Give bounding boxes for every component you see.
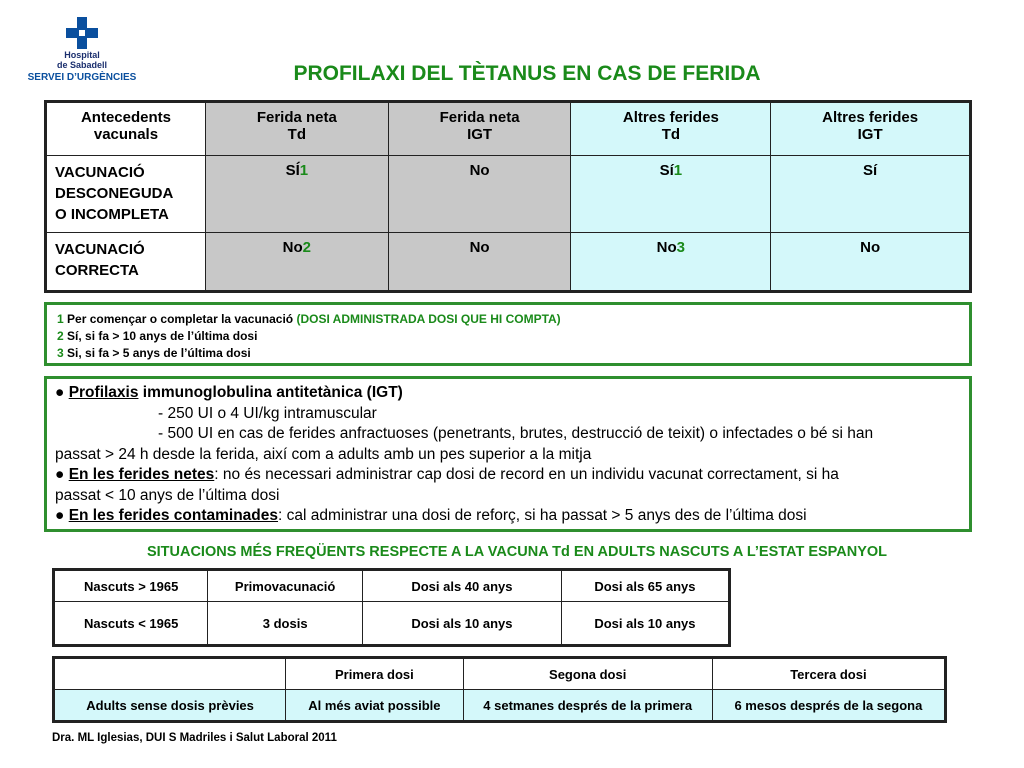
header-cell: Segona dosi <box>463 658 712 690</box>
table-cell: No2 <box>205 233 388 292</box>
table-cell: No <box>388 233 571 292</box>
birth-year-table <box>52 568 731 647</box>
bullet-item: ● En les ferides contaminades: cal administrar una dosi de reforç, si ha passat > 5 anys des de l’última dosi <box>55 507 807 524</box>
table-cell: SÍ1 <box>205 156 388 233</box>
header-cell: Primera dosi <box>286 658 463 690</box>
guidance-box <box>44 376 972 532</box>
bullet-icon: ● <box>55 384 65 401</box>
hospital-cross-icon <box>65 16 99 50</box>
table-cell: Al més aviat possible <box>286 690 463 722</box>
footnote: 3 Si, si fa > 5 anys de l’última dosi <box>57 346 251 360</box>
header-cell: Altres ferides IGT <box>771 102 971 156</box>
section-subtitle: SITUACIONS MÉS FREQÜENTS RESPECTE A LA VACUNA Td EN ADULTS NASCUTS A L’ESTAT ESPANYOL <box>146 544 888 560</box>
logo-line-1: Hospital <box>64 50 100 60</box>
dose-schedule-table <box>52 656 947 723</box>
table-cell: Primovacunació <box>208 570 363 602</box>
service-name: SERVEI D’URGÈNCIES <box>27 72 137 83</box>
table-row <box>54 690 946 722</box>
page-title: PROFILAXI DEL TÈTANUS EN CAS DE FERIDA <box>293 62 761 85</box>
table-row <box>54 570 730 602</box>
table-cell: No <box>388 156 571 233</box>
table-cell: No3 <box>571 233 771 292</box>
header-cell: Tercera dosi <box>712 658 945 690</box>
bullet-subline: - 250 UI o 4 UI/kg intramuscular <box>158 404 377 422</box>
table-cell: Sí <box>771 156 971 233</box>
table-cell: Sí1 <box>571 156 771 233</box>
table-header-row <box>46 102 971 156</box>
bullet-icon: ● <box>55 466 65 483</box>
table-cell: 3 dosis <box>208 602 363 646</box>
table-cell: Dosi als 65 anys <box>561 570 729 602</box>
bullet-subline: passat > 24 h desde la ferida, així com a adults amb un pes superior a la mitja <box>55 445 592 463</box>
table-row <box>54 602 730 646</box>
header-cell: Antecedents vacunals <box>46 102 206 156</box>
table-header-row <box>54 658 946 690</box>
table-cell: Adults sense dosis prèvies <box>54 690 286 722</box>
prophylaxis-table <box>44 100 972 293</box>
row-label: VACUNACIÓ DESCONEGUDA O INCOMPLETA <box>46 156 206 233</box>
bullet-subline: - 500 UI en cas de ferides anfractuoses (penetrants, brutes, destrucció de teixit) o infectades o bé si han <box>158 425 874 442</box>
table-cell: Nascuts > 1965 <box>54 570 208 602</box>
bullet-item: ● Profilaxis immunoglobulina antitetànica (IGT) <box>55 384 403 401</box>
table-cell: Dosi als 10 anys <box>362 602 561 646</box>
row-label: VACUNACIÓ CORRECTA <box>46 233 206 292</box>
logo-line-2: de Sabadell <box>56 60 108 70</box>
table-cell: No <box>771 233 971 292</box>
table-cell: Nascuts < 1965 <box>54 602 208 646</box>
footnote: 1 Per començar o completar la vacunació (DOSI ADMINISTRADA DOSI QUE HI COMPTA) <box>57 312 561 326</box>
header-cell: Ferida neta IGT <box>388 102 571 156</box>
footer-credit: Dra. ML Iglesias, DUI S Madriles i Salut Laboral 2011 <box>52 732 337 744</box>
table-cell: Dosi als 40 anys <box>362 570 561 602</box>
bullet-icon: ● <box>55 507 65 524</box>
footnote: 2 Sí, si fa > 10 anys de l’última dosi <box>57 329 258 343</box>
table-cell: Dosi als 10 anys <box>561 602 729 646</box>
table-cell: 6 mesos després de la segona <box>712 690 945 722</box>
table-row <box>46 156 971 233</box>
header-cell: Altres ferides Td <box>571 102 771 156</box>
table-cell: 4 setmanes després de la primera <box>463 690 712 722</box>
header-cell <box>54 658 286 690</box>
bullet-item: ● En les ferides netes: no és necessari administrar cap dosi de record en un individu vacunat correctament, si ha <box>55 466 839 483</box>
bullet-subline: passat < 10 anys de l’última dosi <box>55 486 280 504</box>
table-row <box>46 233 971 292</box>
header-cell: Ferida neta Td <box>205 102 388 156</box>
footnotes-box <box>44 302 972 366</box>
